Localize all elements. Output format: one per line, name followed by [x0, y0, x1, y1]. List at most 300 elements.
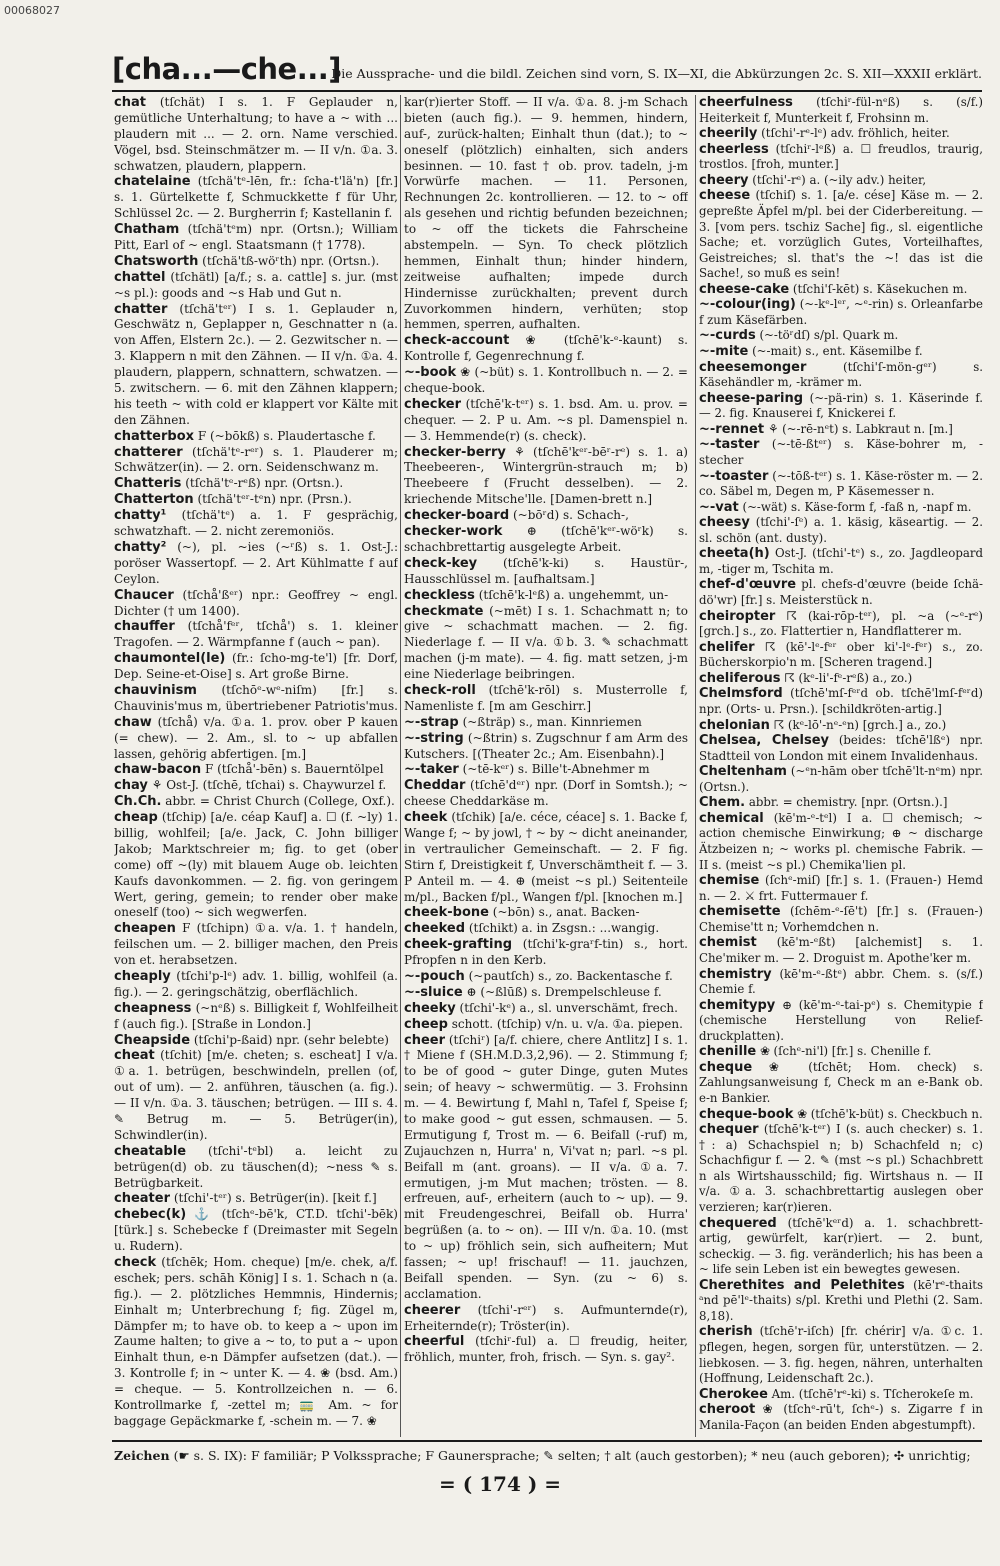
entry-definition: (~ßtrin) s. Zugschnur f am Arm des Kutschers. [(Theater 2c.; Am. Eisenbahn).] [404, 730, 688, 761]
entry-definition: (tſchē'k-ki) s. Haustür-, Hausschlüssel m. [aufhaltsam.] [404, 555, 688, 586]
headword: checker-board [404, 508, 510, 524]
headword: chemistry [699, 966, 772, 982]
dictionary-entry [114, 540, 398, 588]
dictionary-entry [699, 437, 983, 468]
dictionary-entry [404, 524, 688, 556]
dictionary-entry [699, 686, 983, 717]
dictionary-entry [699, 360, 983, 391]
entry-definition: (~-tōß-tᵉʳ) s. 1. Käse-röster m. — 2. co. Säbel m, Degen m, P Käsemesser n. [699, 468, 983, 499]
entry-definition: (ſchᵉ-miſ) [fr.] s. 1. (Frauen-) Hemd n. — 2. ⚔ frt. Futtermauer f. [699, 873, 983, 903]
headword: ~-pouch [404, 968, 465, 984]
legend-label: Zeichen [114, 1448, 170, 1463]
headword: Cherokee [699, 1386, 768, 1402]
headword: chemisette [699, 904, 781, 920]
entry-definition: ⊕ (tſchē'kᵉʳ-wöʳk) s. schachbrettartig ausgelegte Arbeit. [404, 524, 688, 554]
dictionary-entry [699, 515, 983, 546]
entry-definition: abbr. = Christ Church (College, Oxf.). [165, 794, 395, 809]
dictionary-entry [699, 577, 983, 608]
entry-definition: (kē'm-ᵉßt) [alchemist] s. 1. Che'miker m. — 2. Droguist m. Apothe'ker m. [699, 935, 983, 965]
entry-definition: ⚓ (tſchᵉ-bē'k, CT.D. tſchi'-bēk) [türk.] s. Schebecke f (Dreimaster mit Segeln u. Rudern). [114, 1207, 398, 1254]
headword: cheaply [114, 968, 171, 984]
headword: ~-strap [404, 714, 459, 730]
entry-definition: (tſchi'k-graʳf-tin) s., hort. Pfropfen n in den Kerb. [404, 937, 688, 968]
headword: cheesy [699, 515, 750, 531]
dictionary-entry [699, 173, 983, 189]
dictionary-entry [404, 1334, 688, 1366]
headword: cheery [699, 172, 749, 188]
dictionary-entry [114, 683, 398, 715]
headword: checker-work [404, 524, 503, 540]
symbol-legend [114, 1448, 982, 1463]
dictionary-entry [404, 1033, 688, 1303]
dictionary-entry [699, 1402, 983, 1433]
dictionary-entry [699, 1278, 983, 1325]
guide-words: [cha...—che...] [112, 52, 342, 86]
headword: chaw-bacon [114, 762, 202, 778]
headword: cheiropter [699, 608, 776, 624]
legend-text: (☛ s. S. IX): F familiär; P Volkssprache; F Gaunersprache; ✎ selten; † alt (auch gestorben); * neu (auch geboren); ✣ unrichtig; [173, 1448, 971, 1463]
dictionary-entry [699, 95, 983, 126]
dictionary-entry [699, 344, 983, 360]
dictionary-entry [699, 1122, 983, 1215]
entry-definition: (tſchi'p-lᵉ) adv. 1. billig, wohlfeil (a. fig.). — 2. geringschätzig, oberflächlich. [114, 968, 398, 999]
headword: cheque [699, 1059, 753, 1075]
dictionary-entry [699, 640, 983, 671]
dictionary-entry [699, 1216, 983, 1278]
entry-definition: ❀ (tſchē'k-ᵉ-kaunt) s. Kontrolle f, Gegenrechnung f. [404, 333, 688, 364]
headword: chatty¹ [114, 508, 167, 524]
entry-definition: (~-töʳdſ) s/pl. Quark m. [759, 328, 899, 343]
dictionary-entry [699, 546, 983, 577]
dictionary-entry [404, 556, 688, 588]
dictionary-entry [114, 174, 398, 222]
entry-definition: ☈ (kē'-lᵉ-fᵉʳ ober ki'-lᵉ-fᵉʳ) s., zo. Bücherskorpio'n m. [Scheren tragend.] [699, 639, 983, 670]
headword: chelifer [699, 639, 755, 655]
entry-definition: Am. (tſchē'rᵉ-ki) s. Tſcherokeſe m. [771, 1386, 974, 1401]
headword: ~-toaster [699, 468, 769, 484]
entry-definition: (~-mait) s., ent. Käsemilbe f. [752, 344, 923, 358]
entry-definition: (tſchē'k-rōl) s. Musterrolle f, Namenliste f. [m am Geschirr.] [404, 682, 688, 713]
entry-definition: ⊕ (kē'm-ᵉ-tai-pᵉ) s. Chemitypie f (chemische Herstellung von Relief-druckplatten). [699, 997, 983, 1043]
dictionary-entry [404, 985, 688, 1001]
entry-definition: (~bōn) s., anat. Backen- [492, 905, 640, 920]
entry-definition: (tſchi'ſ-mön-gᵉʳ) s. Käsehändler m, -krämer m. [699, 359, 983, 390]
dictionary-entry [114, 969, 398, 1001]
headword: cheese-paring [699, 390, 804, 406]
entry-definition: (tſchä'tᵉm) npr. (Ortsn.); William Pitt, Earl of ~ engl. Staatsmann († 1778). [114, 222, 398, 253]
dictionary-entry [404, 604, 688, 683]
dictionary-entry [404, 365, 688, 397]
headword: cheapness [114, 1000, 192, 1016]
dictionary-entry [404, 397, 688, 445]
entry-definition: (tſchätl) [a/f.; s. a. cattle] s. jur. (mst ~s pl.): goods and ~s Hab und Gut n. [114, 269, 398, 300]
headword: chatty² [114, 539, 167, 555]
headword: cheeky [404, 1000, 456, 1016]
dictionary-entry [699, 795, 983, 811]
entry-definition: (tſchōᵉ-wᵉ-niſm) [fr.] s. Chauvinis'mus m, übertriebener Patriotis'mus. [114, 682, 398, 713]
entry-definition: (tſchit) [m/e. cheten; s. escheat] I v/a. ①a. 1. betrügen, beschwindeln, prellen (of, out of um). — 2. anführen, täuschen (a. fig.). — II v/n. ①a. 3. täuschen; betrügen. — III s. 4. ✎ Betrug m. — 5. Betrüger(in), Schwindler(in). [114, 1048, 398, 1142]
headword: checkmate [404, 603, 484, 619]
headword: ~-vat [699, 499, 739, 515]
headword: cheerily [699, 126, 758, 142]
entry-definition: (~), pl. ~ies (~ʳß) s. 1. Ost-J.: poröser Wassertopf. — 2. Art Kühlmatte f auf Ceylon. [114, 539, 398, 586]
headword: cheeked [404, 921, 466, 937]
headword: ~-sluice [404, 984, 463, 1000]
headword: cheese-cake [699, 281, 790, 297]
headword: chelonian [699, 717, 770, 733]
entry-definition: (tſchi'p-ßaid) npr. (sehr belebte) [193, 1032, 389, 1047]
dictionary-entry [114, 1191, 398, 1207]
headword: cheek-grafting [404, 937, 513, 953]
entry-definition: (tſchi'-tᵉʳ) s. Betrüger(in). [keit f.] [173, 1191, 377, 1206]
dictionary-entry [114, 1001, 398, 1033]
entry-definition: (tſchå'fᵉʳ, tſchå') s. 1. kleiner Tragofen. — 2. Wärmpfanne f (auch ~ pan). [114, 619, 398, 650]
entry-definition: F (tſchå'-bēn) s. Bauerntölpel [204, 762, 384, 777]
entry-definition: (tſchik) [a/e. céce, céace] s. 1. Backe f, Wange f; ~ by jowl, † ~ by ~ dicht aneinander, in vertraulicher Gemeinschaft. — 2. F fig. Stirn f, Dreistigkeit f, Unverschämtheit f. — 3. P Anteil m. — 4. ⊕ (meist ~s pl.) Seitenteile m/pl., Backen f/pl., Wangen f/pl. [knochen m.] [404, 810, 688, 904]
headword: check-key [404, 555, 478, 571]
dictionary-entry [114, 95, 398, 174]
headword: cheep [404, 1016, 448, 1032]
headword: cheesemonger [699, 359, 807, 375]
entry-definition: (~-wät) s. Käse-form f, -faß n, -napf m. [742, 499, 972, 514]
column-3 [699, 95, 983, 1435]
headword: chaw [114, 714, 152, 730]
headword: cheapen [114, 921, 176, 937]
dictionary-entry [114, 794, 398, 810]
headword: chemitypy [699, 997, 776, 1013]
dictionary-entry [404, 715, 688, 731]
dictionary-entry [404, 445, 688, 509]
headword: check-account [404, 333, 510, 349]
headword: cheap [114, 810, 158, 826]
entry-definition: (tſchē'mſ-fᵉʳd ob. tſchē'lmſ-fᵉʳd) npr. (Orts- u. Prsn.). [schildkröten-artig.] [699, 686, 983, 716]
entry-definition: (tſchēk; Hom. cheque) [m/e. chek, a/f. eschek; pers. schāh König] I s. 1. Schach n (a. fig.). — 2. plötzliches Hemmnis, Hindernis; Einhalt m; Unterbrechung f; fig. Zügel m, Dämpfer m; to have ob. to keep a ~ upon im Zaume halten; to give a ~ to, to put a ~ upon Einhalt thun, e-n Dämpfer aufsetzen (dat.). — 3. Kontrolle f; in ~ unter K. — 4. ❀ (bsd. Am.) = cheque. — 5. Kontrollzeichen n. — 6. Kontrollmarke f, -zettel m; 🚃 Am. ~ for baggage Gepäckmarke f, -schein m. — 7. ❀ [114, 1255, 398, 1428]
entry-definition: (tſchä'tß-wöʳth) npr. (Ortsn.). [202, 253, 380, 268]
dictionary-entry [699, 188, 983, 281]
entry-definition: abbr. = chemistry. [npr. (Ortsn.).] [748, 795, 948, 810]
headword: Chatham [114, 222, 180, 238]
dictionary-entry [404, 1001, 688, 1017]
entry-definition: ⊕ (~ßlūß) s. Drempelschleuse f. [466, 984, 662, 999]
headword: chequer [699, 1122, 759, 1138]
headword: cherish [699, 1324, 753, 1340]
entry-definition: (tſchē'kᵉʳd) a. 1. schachbrett-artig, gewürfelt, kar(r)iert. — 2. bunt, scheckig. — 3. fig. veränderlich; his has been a ~ life sein Leben ist ein bewegtes gewesen. [699, 1215, 983, 1277]
entry-definition: (~-kᵉ-lᵉʳ, ~ᵉ-rin) s. Orleanfarbe f zum Käsefärben. [699, 297, 983, 327]
entry-definition: (tſchiſ) s. 1. [a/e. cése] Käse m. — 2. gepreßte Äpfel m/pl. bei der Ciderbereitung. — 3. [vom pers. tschiz Sache] fig., sl. eigentliche Sache; et. vorzüglich Gutes, Vorteilhaftes, Geistreiches; sl. that's the ~! das ist die Sache!, so muß es sein! [699, 188, 983, 281]
entry-definition: schott. (tſchip) v/n. u. v/a. ①a. piepen. [451, 1016, 683, 1031]
entry-definition: kar(r)ierter Stoff. — II v/a. ①a. 8. j-m Schach bieten (auch fig.). — 9. hemmen, hindern, auf-, zurück-halten; Einhalt thun (dat.); to ~ oneself (plötzlich) einhalten, sich anders besinnen. — 10. fast † ob. prov. tadeln, j-m Vorwürfe machen. — 11. Personen, Rechnungen 2c. kontrollieren. — 12. to ~ off als gesehen und richtig befunden bezeichnen; to ~ off the tickets die Fahrscheine abstempeln. — Syn. To check plötzlich hemmen, Einhalt thun; hinder hindern, zeitweise aufhalten; impede durch Hindernisse zurückhalten; prevent durch Zuvorkommen hindern, verhüten; stop hemmen, sperren, aufhalten. [404, 95, 688, 332]
headword: chauffer [114, 619, 175, 635]
headword: chemise [699, 873, 760, 889]
dictionary-entry [699, 967, 983, 998]
headword: Chelsea, Chelsey [699, 733, 830, 749]
dictionary-entry [699, 1044, 983, 1060]
entry-definition: (tſchi'ſ-kēt) s. Käsekuchen m. [792, 281, 968, 296]
dictionary-entry [699, 764, 983, 795]
dictionary-entry [404, 778, 688, 810]
entry-definition: (tſchä'tᵉʳ) I s. 1. Geplauder n, Geschwätz n, Geplapper n, Geschnatter n (a. von Affen, Elstern 2c.). — 2. Gezwitscher n. — 3. Klappern n mit den Zähnen. — II v/n. ①a. 4. plaudern, plappern, schnattern, schwatzen. — 5. zwitschern. — 6. mit den Zähnen klappern; his teeth ~ with cold er klappert vor Kälte mit den Zähnen. [114, 301, 398, 427]
entry-definition: (tſchē'dᵉʳ) npr. (Dorf in Somtsh.); ~ cheese Cheddarkäse m. [404, 778, 688, 809]
headword: cheatable [114, 1143, 187, 1159]
dictionary-entry [404, 1303, 688, 1335]
entry-definition: (~mēt) I s. 1. Schachmatt n; to give ~ schachmatt machen. — 2. fig. Niederlage f. — II v/a. ①b. 3. ✎ schachmatt machen (j-m mate). — 4. fig. matt setzen, j-m eine Niederlage beibringen. [404, 603, 688, 682]
dictionary-entry [114, 302, 398, 429]
dictionary-entry [699, 500, 983, 516]
entry-definition: (fr.: ſcho-mg-te'l) [fr. Dorf, Dep. Seine-et-Oise] s. Art große Birne. [114, 651, 398, 682]
entry-definition: (tſchiʳ-lᵉß) a. ☐ freudlos, traurig, trostlos. [froh, munter.] [699, 141, 983, 172]
headword: Chem. [699, 795, 746, 811]
dictionary-entry [699, 282, 983, 298]
entry-definition: ❀ (tſchēt; Hom. check) s. Zahlungsanweisung f, Check m an e-Bank ob. e-n Bankier. [699, 1059, 983, 1105]
dictionary-entry [404, 1017, 688, 1033]
headword: Cheapside [114, 1032, 191, 1048]
dictionary-entry [699, 998, 983, 1045]
dictionary-entry [699, 391, 983, 422]
column-divider [400, 95, 401, 1437]
headword: cheek [404, 810, 448, 826]
dictionary-entry [404, 333, 688, 365]
headword: Cheltenham [699, 764, 787, 780]
entry-definition: (tſchē'k-tᵉʳ) I (s. auch checker) s. 1. †: a) Schachspiel n; b) Schachfeld n; c) Schachfigur f. — 2. ✎ (mst ~s pl.) Schachbrett n als Wirtshausschild; fig. Wirtshaus n. — II v/a. ①a. 3. schachbrettartig auslegen ober verzieren; kar(r)ieren. [699, 1122, 983, 1214]
dictionary-entry [699, 126, 983, 142]
headword: cheat [114, 1048, 155, 1064]
headword: ~-mite [699, 344, 749, 359]
entry-definition: ☈ (kai-rōp-tᵉʳ), pl. ~a (~ᵉ-rᵉ) [grch.] s., zo. Flattertier n, Handflatterer m. [699, 608, 983, 639]
dictionary-entry [699, 1324, 983, 1386]
dictionary-entry [699, 718, 983, 734]
dictionary-entry [114, 476, 398, 492]
dictionary-entry [404, 937, 688, 969]
dictionary-entry [114, 508, 398, 540]
dictionary-entry [699, 328, 983, 344]
entry-definition: (tſchi'-rᵉ) a. (~ily adv.) heiter, [752, 172, 927, 187]
dictionary-entry [699, 422, 983, 438]
headword: chattel [114, 269, 166, 285]
entry-definition: (tſchiʳ-fül-nᵉß) s. (s/f.) Heiterkeit f, Munterkeit f, Frohsinn m. [699, 95, 983, 125]
headword: checker [404, 396, 462, 412]
entry-definition: pl. chefs-d'œuvre (beide ſchä-dö'wr) [fr.] s. Meisterstück n. [699, 577, 983, 607]
entry-definition: ☈ (kᵉ-li'-fᵉ-rᵉß) a., zo.) [784, 670, 913, 685]
column-divider [695, 95, 696, 1437]
entry-definition: (tſchikt) a. in Zsgsn.: ...wangig. [468, 921, 660, 936]
entry-definition: (tſchät) I s. 1. F Geplauder n, gemütliche Unterhaltung; to have a ~ with ... plaudern mit ... — 2. orn. Name verschied. Vögel, bsd. Steinschmätzer m. — II v/n. ①a. 3. schwatzen, plaudern, plappern. [114, 95, 398, 173]
headword: Chatsworth [114, 253, 199, 269]
entry-definition: (tſchē'k-tᵉʳ) s. 1. bsd. Am. u. prov. = chequer. — 2. P u. Am. ~s pl. Damenspiel n. — 3. Hemmende(r) (s. check). [404, 396, 688, 443]
headword: chemist [699, 935, 757, 951]
entry-definition: (tſchå) v/a. ①a. 1. prov. ober P kauen (= chew). — 2. Am., sl. to ~ up abfallen lassen, gehörig abfertigen. [m.] [114, 714, 398, 761]
headword: ~-string [404, 730, 464, 746]
entry-definition: (ſchēm-ᵉ-ſē't) [fr.] s. (Frauen-) Chemise'tt n; Vorhemdchen n. [699, 904, 983, 934]
dictionary-entry [114, 429, 398, 445]
entry-definition: (~ᵉn-hām ober tſchē'lt-nᵉm) npr. (Ortsn.). [699, 764, 983, 794]
entry-definition: F (tſchipn) ①a. v/a. 1. † handeln, feilschen um. — 2. billiger machen, den Preis von et. herabsetzen. [114, 921, 398, 968]
dictionary-entry [699, 811, 983, 873]
column-2 [404, 95, 688, 1435]
headword: chebec(k) [114, 1207, 187, 1223]
dictionary-entry [114, 619, 398, 651]
headword: Ch.Ch. [114, 794, 162, 810]
entry-definition: ❀ (ſchᵉ-ni'l) [fr.] s. Chenille f. [759, 1044, 932, 1059]
scan-id: 00068027 [4, 4, 60, 17]
dictionary-entry [114, 1144, 398, 1192]
entry-definition: (tſchä'tᵉ) a. 1. F gesprächig, schwatzhaft. — 2. nicht zeremoniös. [114, 508, 398, 539]
dictionary-entry [699, 297, 983, 328]
headword: ~-curds [699, 328, 756, 344]
headword: chatterbox [114, 428, 195, 444]
headword: cheese [699, 188, 751, 204]
entry-definition: (beides: tſchē'lßᵉ) npr. Stadtteil von London mit einem Invalidenhaus. [699, 733, 983, 763]
dictionary-entry [404, 508, 688, 524]
headword: ~-taster [699, 437, 760, 453]
headword: chat [114, 95, 146, 110]
entry-definition: ⚘ (tſchē'kᵉʳ-bēʳ-rᵉ) s. 1. a) Theebeeren-, Wintergrün-strauch m; b) Theebeere f (Frucht desselben). — 2. kriechende Mitsche'lle. [Damen-brett n.] [404, 444, 688, 507]
dictionary-entry [404, 95, 688, 333]
dictionary-entry [114, 1033, 398, 1049]
headword: chatterer [114, 444, 183, 460]
dictionary-entry [404, 588, 688, 604]
headword: cheeta(h) [699, 546, 770, 562]
entry-definition: (tſchä'tᵉ-lēn, fr.: ſcha-t'lä'n) [fr.] s. 1. Gürtelkette f, Schmuckkette f für Uhr, Schlüssel 2c. — 2. Burgherrin f; Kastellanin f. [114, 174, 398, 221]
headword: chauvinism [114, 682, 197, 698]
dictionary-entry [114, 921, 398, 969]
dictionary-entry [699, 935, 983, 966]
footer-rule [112, 1440, 982, 1442]
headword: chatelaine [114, 174, 191, 190]
entry-definition: (tſchip) [a/e. céap Kauf] a. ☐ (f. ~ly) 1. billig, wohlfeil; [a/e. Jack, C. John billiger Jakob; Marktschreier m; fig. to get (ober come) off ~(ly) mit blauem Auge ob. leichten Kaufs davonkommen. — 2. fig. von geringem Wert, gering, gemein; to render ober make oneself (too) ~ sich wegwerfen. [114, 810, 398, 920]
dictionary-entry [114, 445, 398, 477]
entry-definition: ☈ (kᵉ-lō'-nᵉ-ᵉn) [grch.] a., zo.) [773, 717, 947, 732]
entry-definition: F (~bōkß) s. Plaudertasche f. [197, 428, 376, 443]
dictionary-entry [699, 1387, 983, 1403]
entry-definition: (tſchē'k-lᵉß) a. ungehemmt, un- [478, 587, 669, 602]
entry-definition: ❀ (~büt) s. 1. Kontrollbuch n. — 2. = cheque-book. [404, 365, 688, 396]
headword: chemical [699, 810, 764, 826]
headword: cheerfulness [699, 95, 793, 110]
headword: ~-rennet [699, 421, 765, 437]
page-header [112, 52, 982, 90]
dictionary-entry [404, 905, 688, 921]
dictionary-entry [404, 731, 688, 763]
dictionary-entry [114, 651, 398, 683]
dictionary-entry [114, 715, 398, 763]
headword: ~-book [404, 365, 457, 381]
dictionary-entry [699, 609, 983, 640]
entry-definition: (~tē-kᵉʳ) s. Bille't-Abnehmer m [462, 762, 650, 777]
headword: cheer [404, 1032, 446, 1048]
dictionary-entry [699, 1107, 983, 1123]
headword: checkless [404, 587, 475, 603]
dictionary-entry [114, 778, 398, 794]
headword: cheliferous [699, 670, 781, 686]
headword: Cheddar [404, 778, 466, 794]
entry-definition: (kē'm-ᵉ-ßtᵉ) abbr. Chem. s. (s/f.) Chemie f. [699, 966, 983, 997]
dictionary-entry [699, 904, 983, 935]
dictionary-entry [114, 1255, 398, 1430]
entry-definition: (~bōʳd) s. Schach-, [512, 508, 629, 523]
dictionary-entry [699, 1060, 983, 1107]
entry-definition: ⚘ (~-rē-nᵉt) s. Labkraut n. [m.] [767, 421, 953, 436]
headword: cheater [114, 1191, 170, 1207]
entry-definition: (tſchiʳ) [a/f. chiere, chere Antlitz] I s. 1. † Miene f (SH.M.D.3,2,96). — 2. Stimmung f; to be of good ~ guter Dinge, guten Mutes sein; of heavy ~ schwermütig. — 3. Frohsinn m. — 4. Bewirtung f, Mahl n, Tafel f, Speise f; to make good ~ gut essen, schmausen. — 5. Ermutigung f, Trost m. — 6. Beifall (-ruf) m, Zujauchzen n, Hurra' n, Vi'vat n; parl. ~s pl. Beifall m (ant. groans). — II v/a. ①a. 7. ermutigen, j-m Mut machen; trösten. — 8. erfreuen, auf-, erheitern (auch to ~ up). — 9. mit Freudengeschrei, Beifall ob. Hurra' begrüßen (a. to ~ on). — III v/n. ①a. 10. (mst to ~ up) fröhlich sein, sich aufheitern; Mut fassen; ~ up! frischauf! — 11. jauchzen, Beifall spenden. — Syn. (zu ~ 6) s. acclamation. [404, 1032, 688, 1301]
entry-definition: (tſchi'-kᵉ) a., sl. unverschämt, frech. [459, 1000, 678, 1015]
entry-definition: (kē'm-ᵉ-tᵉl) I a. ☐ chemisch; ~ action chemische Einwirkung; ⊕ ~ discharge Ätzbeizen n; ~ works pl. chemische Fabrik. — II s. (meist ~s pl.) Chemika'lien pl. [699, 810, 983, 872]
dictionary-entry [404, 969, 688, 985]
dictionary-entry [404, 921, 688, 937]
dictionary-entry [114, 492, 398, 508]
headword: checker-berry [404, 444, 506, 460]
headword: cheque-book [699, 1106, 794, 1122]
headword: check-roll [404, 682, 476, 698]
headword: cheek-bone [404, 905, 489, 921]
dictionary-entry [114, 222, 398, 254]
dictionary-entry [699, 671, 983, 687]
dictionary-entry [114, 810, 398, 921]
column-1 [114, 95, 398, 1435]
entry-definition: ❀ (tſchē'k-büt) s. Checkbuch n. [797, 1106, 983, 1121]
dictionary-entry [114, 270, 398, 302]
entry-definition: ❀ (tſchᵉ-rū't, ſchᵉ-) s. Zigarre f in Manila-Façon (an beiden Enden abgestumpft). [699, 1402, 983, 1432]
headword: chatter [114, 301, 168, 317]
dictionary-entry [404, 762, 688, 778]
entry-definition: (tſchi'-ſᵉ) a. 1. käsig, käseartig. — 2. sl. schön (ant. dusty). [699, 515, 983, 545]
dictionary-entry [114, 1207, 398, 1255]
headword: chef-d'œuvre [699, 577, 797, 593]
entry-definition: (tſchä'tᵉʳ-tᵉn) npr. (Prsn.). [197, 492, 352, 507]
entry-definition: (~nᵉß) s. Billigkeit f, Wohlfeilheit f (auch fig.). [Straße in London.] [114, 1000, 398, 1031]
headword: Chatterton [114, 492, 194, 508]
entry-definition: (~-pä-rin) s. 1. Käserinde f. — 2. fig. Knauserei f, Knickerei f. [699, 390, 983, 421]
entry-definition: (tſchä'tᵉ-rᵉʳ) s. 1. Plauderer m; Schwätzer(in). — 2. orn. Seidenschwanz m. [114, 444, 398, 475]
header-rule [112, 90, 982, 92]
headword: check [114, 1255, 157, 1271]
dictionary-entry [404, 810, 688, 905]
headword: Chaucer [114, 587, 174, 603]
entry-definition: ⚘ Ost-J. (tſchē, tſchai) s. Chaywurzel f. [151, 778, 387, 793]
entry-definition: (tſchi'-rᵉʳ) s. Aufmunternde(r), Erheiternde(r); Tröster(in). [404, 1302, 688, 1333]
dictionary-entry [699, 142, 983, 173]
entry-definition: (tſchiʳ-ful) a. ☐ freudig, heiter, fröhlich, munter, froh, frisch. — Syn. s. gay². [404, 1334, 688, 1365]
entry-definition: (tſchi'-tᵉbl) a. leicht zu betrügen(d) ob. zu täuschen(d); ~ness ✎ s. Betrügbarkeit. [114, 1143, 398, 1190]
headword: cheroot [699, 1402, 756, 1418]
entry-definition: Ost-J. (tſchi'-tᵉ) s., zo. Jagdleopard m, -tiger m, Tschita m. [699, 546, 983, 576]
dictionary-entry [699, 873, 983, 904]
dictionary-entry [114, 254, 398, 270]
entry-definition: (tſchå'ßᵉʳ) npr.: Geoffrey ~ engl. Dichter († um 1400). [114, 587, 398, 618]
dictionary-entry [114, 762, 398, 778]
entry-definition: (kē'rᵉ-thaits ᵃnd pē'lᵉ-thaits) s/pl. Krethi und Plethi (2. Sam. 8,18). [699, 1277, 983, 1323]
headword: cheerless [699, 141, 769, 157]
headword: chay [114, 778, 148, 794]
headword: Chelmsford [699, 686, 783, 702]
entry-definition: (~ßträp) s., man. Kinnriemen [462, 714, 642, 729]
entry-definition: (~pautſch) s., zo. Backentasche f. [468, 968, 673, 983]
headword: chenille [699, 1044, 757, 1060]
headword: Cherethites and Pelethites [699, 1277, 905, 1293]
dictionary-entry [114, 588, 398, 620]
headword: ~-colour(ing) [699, 297, 796, 313]
dictionary-entry [404, 683, 688, 715]
headword: chaumontel(le) [114, 651, 226, 667]
entry-definition: (tſchi'-rᵉ-lᵉ) adv. fröhlich, heiter. [761, 126, 950, 141]
headword: chequered [699, 1215, 777, 1231]
headword: Chatteris [114, 476, 182, 492]
entry-definition: (tſchē'r-iſch) [fr. chérir] v/a. ①c. 1. pflegen, hegen, sorgen für, unterstützen. — 2. liebkosen. — 3. fig. hegen, nähren, unterhalten (Hoffnung, Leidenschaft 2c.). [699, 1324, 983, 1386]
dictionary-entry [699, 733, 983, 764]
headword: cheerer [404, 1302, 461, 1318]
entry-definition: (~-tē-ßtᵉʳ) s. Käse-bohrer m, -stecher [699, 437, 983, 467]
dictionary-entry [699, 469, 983, 500]
dictionary-entry [114, 1048, 398, 1143]
